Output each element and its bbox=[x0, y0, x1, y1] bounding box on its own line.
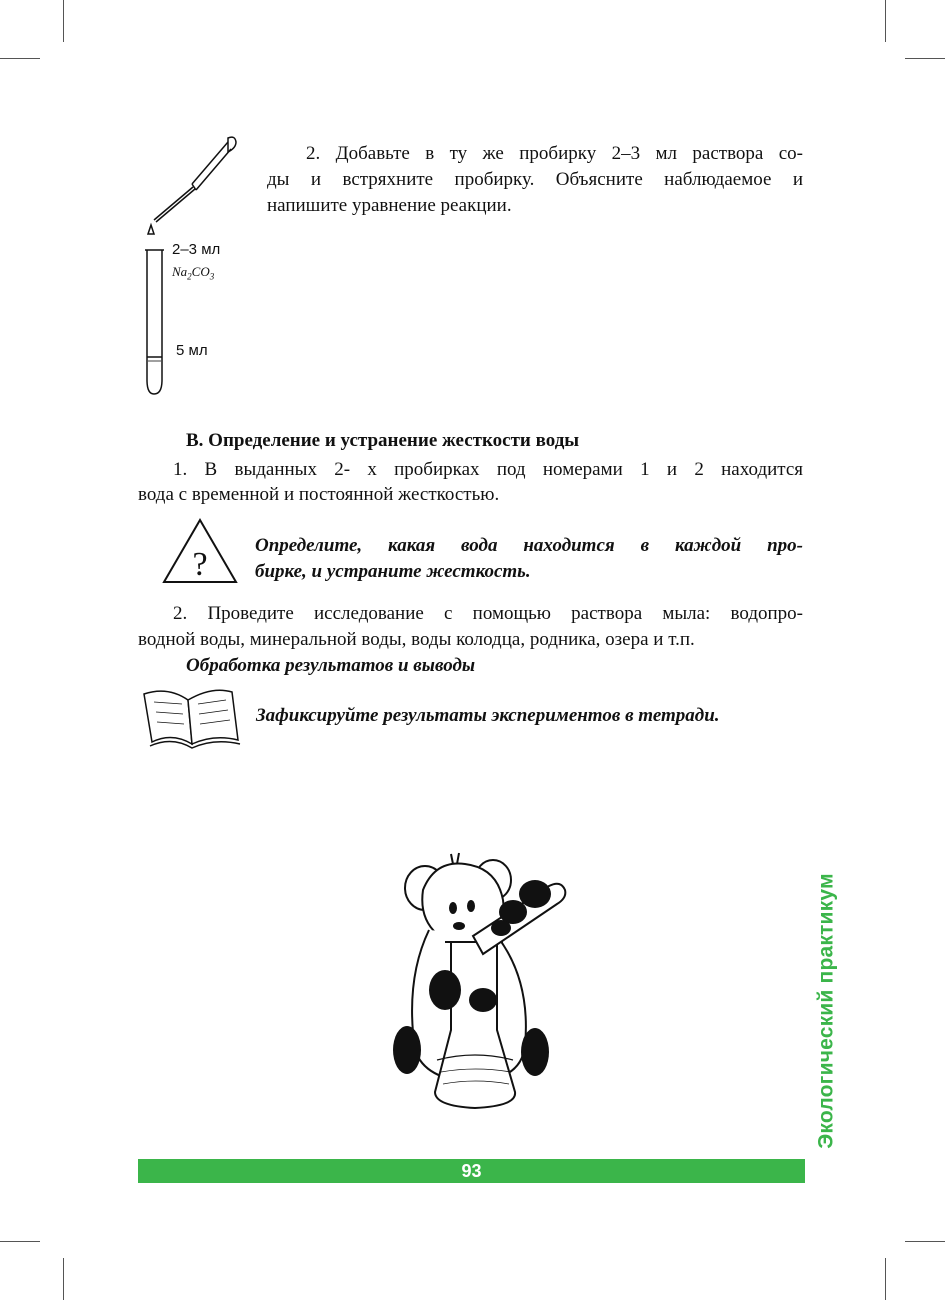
tube-label-top: 2–3 мл bbox=[172, 241, 221, 258]
chem-sub: 3 bbox=[209, 271, 215, 282]
item2-line: 2. Проведите исследование с помощью раствора мыла: водопро- bbox=[173, 603, 803, 624]
crop-mark bbox=[63, 0, 64, 42]
chem-sub: 2 bbox=[187, 271, 192, 282]
page-number: 93 bbox=[461, 1160, 482, 1181]
crop-mark bbox=[63, 1258, 64, 1300]
item2-line: водной воды, минеральной воды, воды колодца, родника, озера и т.п. bbox=[138, 629, 695, 650]
section-item1-line: вода с временной и постоянной жесткостью. bbox=[138, 484, 500, 505]
crop-mark bbox=[0, 58, 40, 59]
side-tab bbox=[812, 873, 842, 1149]
step2-line: 2. Добавьте в ту же пробирку 2–3 мл раствора со- bbox=[306, 143, 803, 164]
chem-part: Na bbox=[172, 264, 188, 279]
section-heading: В. Определение и устранение жесткости воды bbox=[186, 430, 580, 451]
open-book-icon bbox=[140, 686, 242, 752]
footer-bar bbox=[138, 1159, 805, 1183]
bear-with-flask-icon bbox=[385, 850, 575, 1115]
question-triangle-icon bbox=[162, 518, 238, 584]
tube-label-bottom: 5 мл bbox=[176, 342, 208, 359]
crop-mark bbox=[905, 1241, 945, 1242]
tube-chem-formula bbox=[172, 264, 214, 282]
crop-mark bbox=[0, 1241, 40, 1242]
crop-mark bbox=[885, 0, 886, 42]
section-item1-line: 1. В выданных 2- х пробирках под номерами 1 и 2 находится bbox=[173, 459, 803, 480]
question-line: бирке, и устраните жесткость. bbox=[255, 561, 531, 582]
question-line: Определите, какая вода находится в каждой про- bbox=[255, 535, 803, 556]
step2-line: напишите уравнение реакции. bbox=[267, 195, 512, 216]
svg-text:?: ? bbox=[192, 546, 208, 583]
crop-mark bbox=[885, 1258, 886, 1300]
chem-part: CO bbox=[191, 264, 210, 279]
side-tab-label: Экологический практикум bbox=[815, 873, 838, 1149]
results-heading: Обработка результатов и выводы bbox=[186, 655, 476, 676]
step2-line: ды и встряхните пробирку. Объясните наблюдаемое и bbox=[267, 169, 803, 190]
crop-mark bbox=[905, 58, 945, 59]
results-text: Зафиксируйте результаты экспериментов в тетради. bbox=[256, 705, 720, 726]
